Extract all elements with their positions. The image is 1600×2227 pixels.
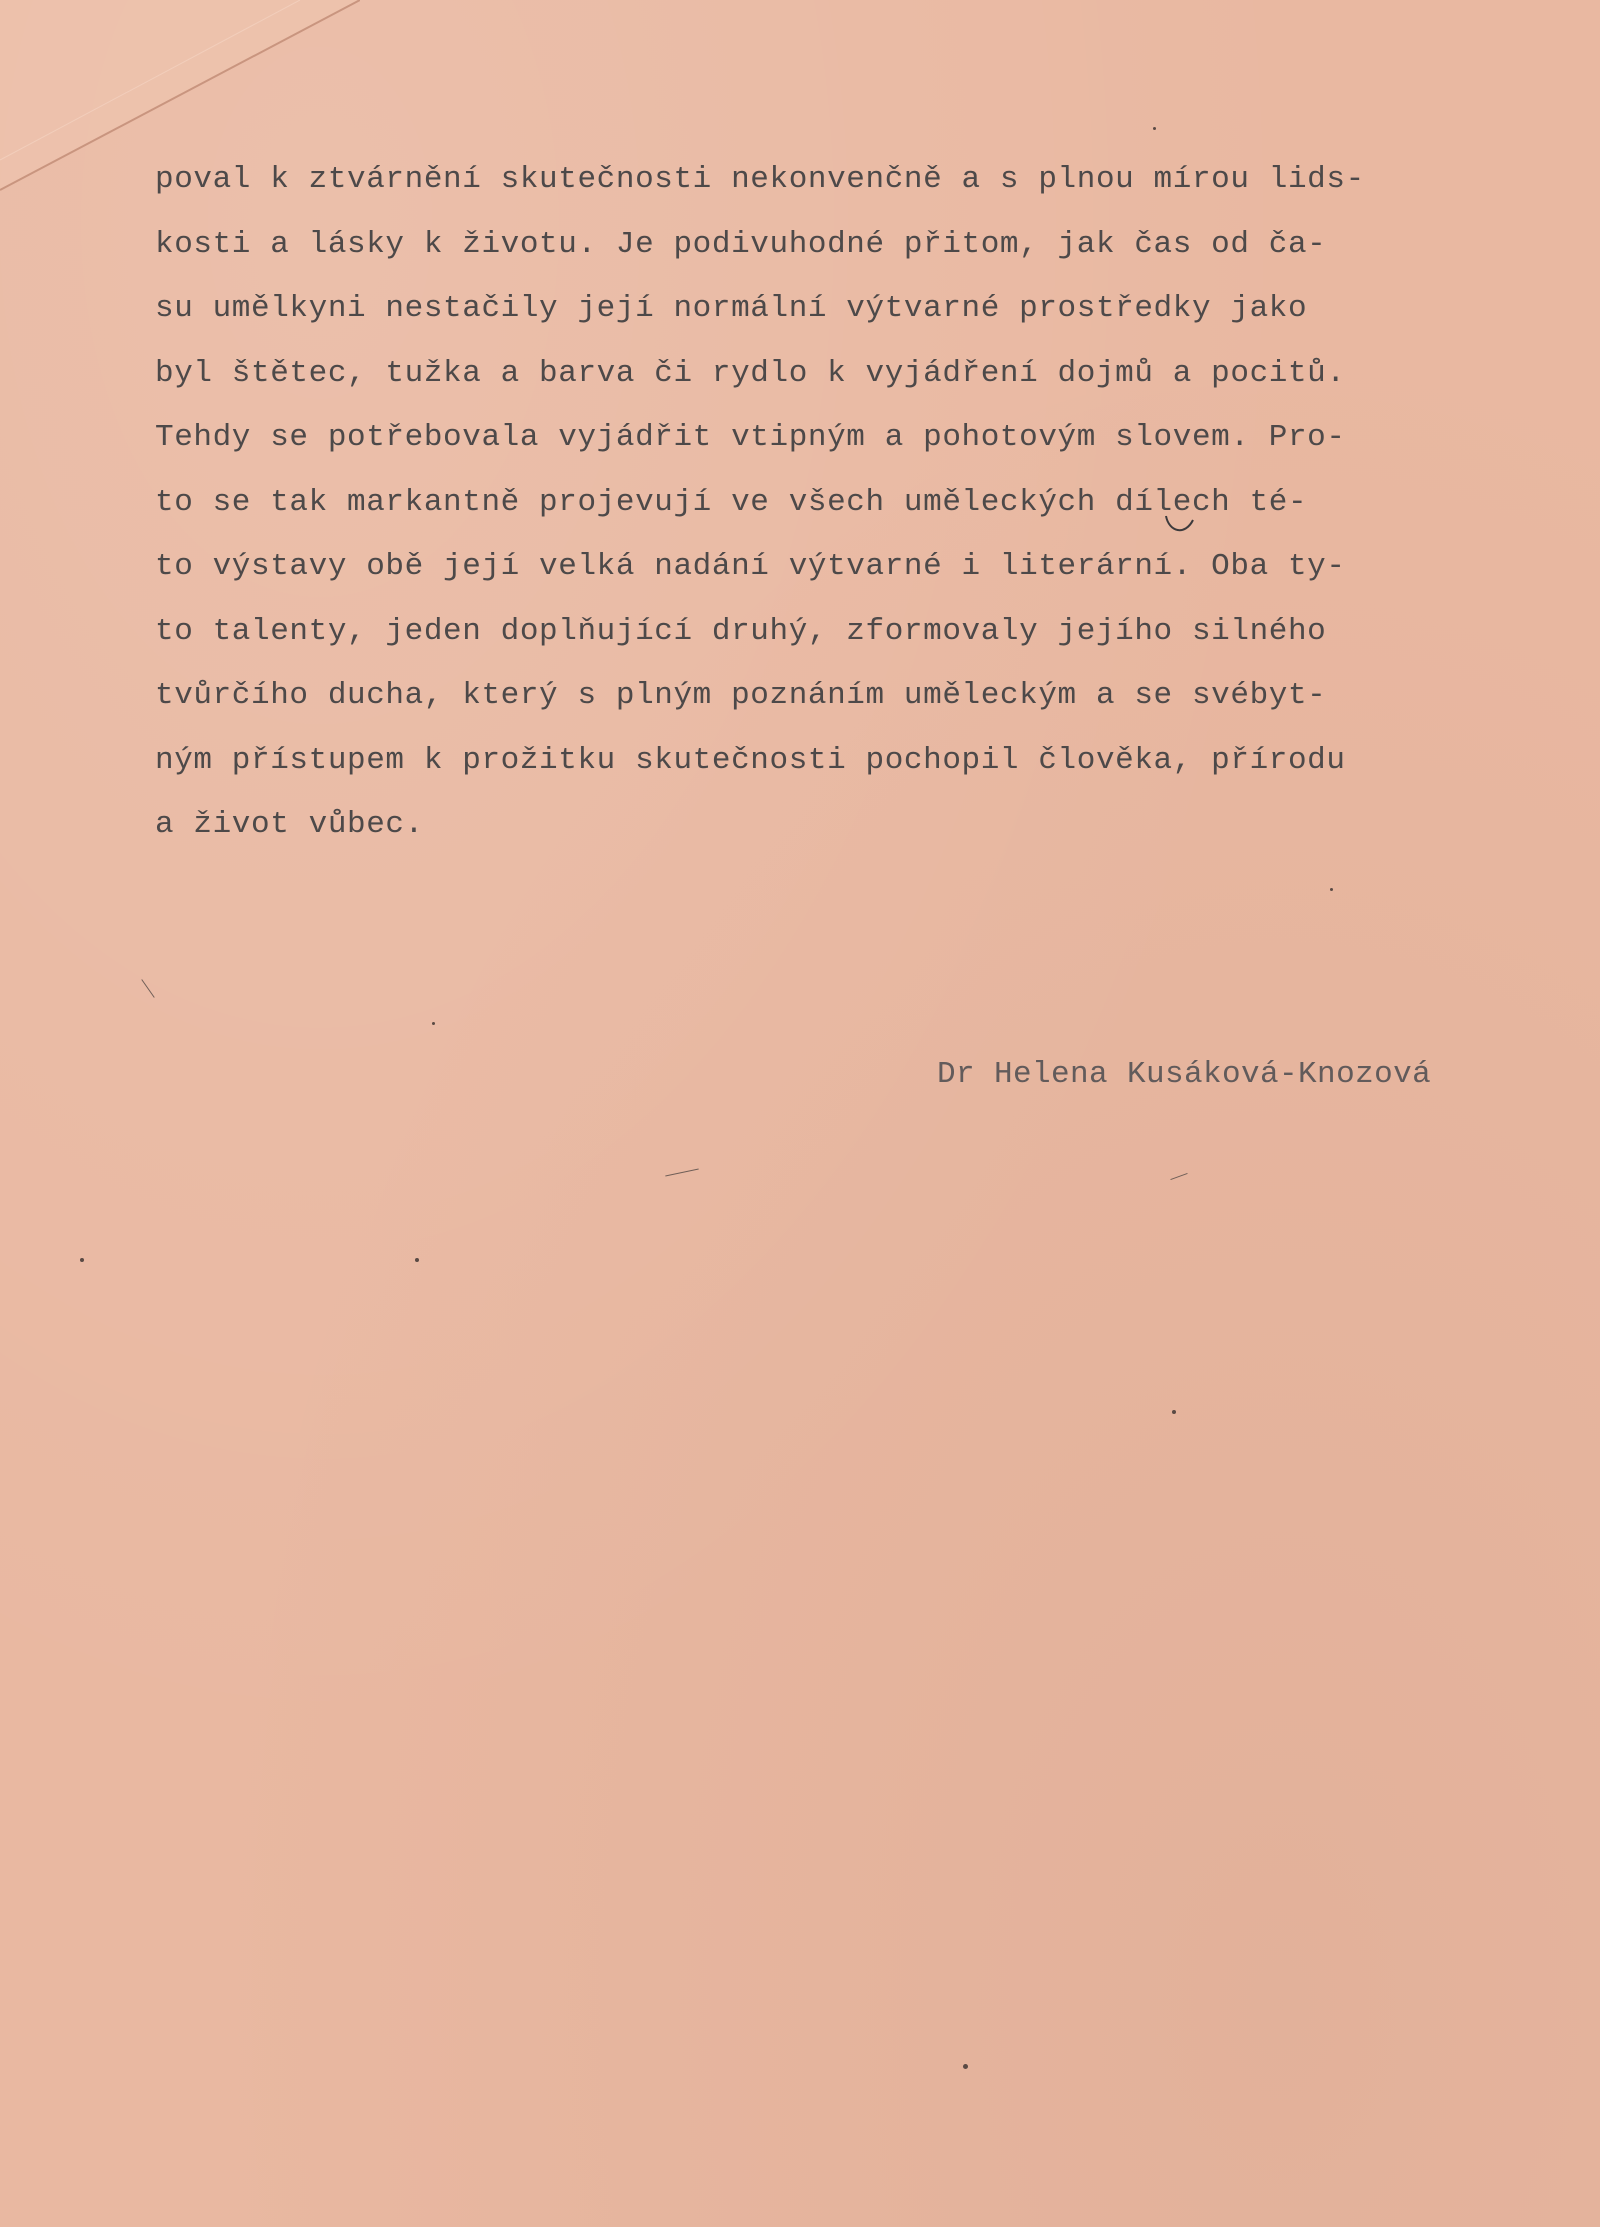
paper-speck — [1330, 888, 1333, 891]
paper-speck — [415, 1258, 419, 1262]
text-line: su umělkyni nestačily její normální výtvarné prostředky jako — [155, 291, 1308, 326]
text-line: to se tak markantně projevují ve všech uměleckých dílech té- — [155, 484, 1308, 520]
text-line: kosti a lásky k životu. Je podivuhodné přitom, jak čas od ča- — [155, 226, 1327, 262]
paper-speck — [1172, 1410, 1176, 1414]
text-line: to talenty, jeden doplňující druhý, zformovaly jejího silného — [155, 613, 1327, 649]
paper-speck — [80, 1258, 84, 1262]
paper-speck — [432, 1022, 435, 1025]
text-line: Tehdy se potřebovala vyjádřit vtipným a pohotovým slovem. Pro- — [155, 420, 1346, 455]
paper-scratch — [141, 979, 154, 998]
text-line: a život vůbec. — [155, 807, 424, 842]
text-line: byl štětec, tužka a barva či rydlo k vyjádření dojmů a pocitů. — [155, 355, 1346, 391]
text-line: ným přístupem k prožitku skutečnosti pochopil člověka, přírodu — [155, 742, 1346, 778]
paper-speck — [963, 2064, 968, 2069]
correction-mark — [1163, 512, 1197, 538]
paper-speck — [1153, 127, 1156, 130]
paper-scratch — [1170, 1173, 1187, 1180]
text-line: to výstavy obě její velká nadání výtvarné i literární. Oba ty- — [155, 549, 1346, 584]
text-line: poval k ztvárnění skutečnosti nekonvenčně a s plnou mírou lids- — [155, 162, 1365, 197]
body-paragraph — [155, 148, 1405, 858]
paper-scratch — [665, 1168, 698, 1176]
author-signature: Dr Helena Kusáková-Knozová — [937, 1057, 1432, 1092]
text-line: tvůrčího ducha, který s plným poznáním uměleckým a se svébyt- — [155, 678, 1327, 713]
